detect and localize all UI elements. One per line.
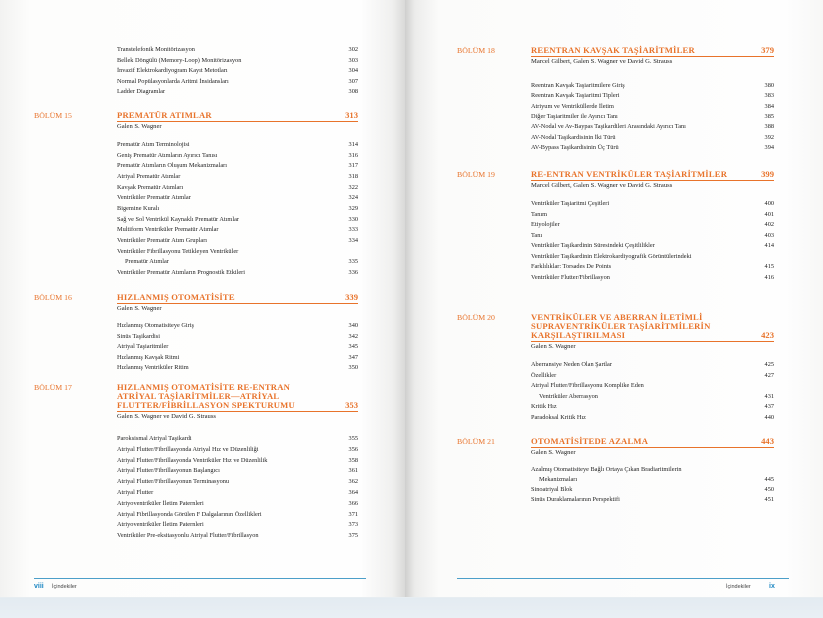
chapter-title: PREMATÜR ATIMLAR [117,110,212,120]
toc-page-number: 451 [764,496,774,504]
left-running-footer: İçindekiler [52,584,77,590]
toc-page-number: 308 [348,88,358,96]
left-footer-rule [34,578,366,579]
chapter-page-number: 353 [345,400,358,410]
toc-page-number: 401 [764,210,774,218]
toc-entry: Atriyal Flutter/Fibrillasyonun Başlangıcı [117,467,220,475]
toc-entry: Kritik Hız [531,403,557,411]
toc-entry: Atriyal Flutter [117,489,154,496]
chapter-title: FLUTTER/FİBRİLLASYON SPEKTURUMU [117,400,295,410]
toc-entry: Bellek Döngülü (Memory-Loop) Monitörizasyon [117,56,242,64]
toc-page-number: 388 [764,123,774,131]
toc-entry: Azalmış Otomatisiteye Bağlı Ortaya Çıkan Bradiaritmilerin [531,466,682,473]
toc-entry: Prematür Atım Terminolojisi [117,141,190,148]
toc-page-number: 358 [348,456,358,464]
toc-entry: Ventriküler Taşikardinin Elektrokardiyografik Görüntülerindeki [531,252,692,260]
chapter-title: ATRİYAL TAŞİARİTMİLER—ATRİYAL [117,391,280,401]
toc-page-number: 317 [348,162,358,170]
toc-entry: Normal Popülasyonlarda Aritmi İnsidansları [117,77,229,85]
toc-entry: Ventriküler Taşiaritmi Çeşitleri [531,200,610,207]
toc-entry: Atriyal Flutter/Fibrillasyonun Terminasyonu [117,478,230,486]
toc-page-number: 416 [764,273,774,281]
toc-entry: Hızlanmış Ventriküler Ritim [117,364,189,371]
toc-page-number: 373 [348,521,358,529]
toc-entry: Atriyoventriküler İletim Paternleri [117,499,204,507]
chapter-page-number: 423 [761,330,774,340]
toc-page-number: 333 [348,226,358,234]
toc-entry: Paradoksal Kritik Hız [531,414,586,421]
chapter-title-rule [531,447,774,448]
chapter-number: BÖLÜM 20 [457,313,495,322]
toc-page-number: 394 [764,143,774,151]
chapter-title-rule [117,303,358,304]
toc-entry: Atriyal Fibrillasyonda Görülen F Dalgalarının Özellikleri [117,510,262,518]
toc-entry: Ventriküler Aberrasyon [539,392,598,400]
toc-entry: Farklılıklar: Torsades De Points [531,263,612,271]
chapter-authors: Marcel Gilbert, Galen S. Wagner ve David G. Strauss [531,182,673,189]
toc-entry: Mekanizmaları [539,476,578,484]
toc-page-number: 329 [348,204,358,212]
chapter-title: HIZLANMIŞ OTOMATİSİTE [117,292,235,302]
toc-page-number: 425 [764,361,774,368]
toc-page-number: 356 [348,445,358,453]
chapter-number: BÖLÜM 19 [457,170,495,179]
toc-entry: Bigemine Kuralı [117,204,160,212]
toc-entry: Ventriküler Prematür Atımların Prognostik Etkileri [117,268,246,276]
chapter-number: BÖLÜM 16 [34,293,72,302]
toc-entry: Reentran Kavşak Taşiaritmi Tipleri [531,92,620,100]
right-page-number: ix [769,583,775,590]
toc-entry: Tanım [531,210,547,218]
toc-page-number: 414 [764,242,774,250]
toc-page-number: 384 [764,102,774,110]
toc-entry: Özellikler [531,371,557,379]
toc-entry: AV-Bypass Taşikardisinin Üç Türü [531,143,619,151]
toc-entry: Paroksismal Atriyal Taşikardi [117,435,192,442]
chapter-title-rule [117,121,358,122]
toc-page-number: 450 [764,486,774,494]
chapter-number: BÖLÜM 18 [457,46,495,55]
toc-page-number: 437 [764,403,774,411]
chapter-page-number: 379 [761,45,774,55]
toc-page-number: 324 [348,194,358,202]
toc-entry: Atriyal Taşiaritmiler [117,343,169,350]
toc-page-number: 362 [348,478,358,486]
toc-entry: Ladder Diagramlar [117,88,166,96]
toc-entry: AV-Nodal ve Av-Baypas Taşikardileri Arasındaki Ayırıcı Tanı [531,123,686,131]
toc-page-number: 400 [764,200,774,207]
chapter-page-number: 313 [345,110,358,120]
chapter-title: VENTRİKÜLER VE ABERRAN İLETİMLİ [531,312,703,322]
toc-page-number: 345 [348,343,358,350]
toc-entry: Atriyal Flutter/Fibrillasyonu Komplike Eden [531,382,644,390]
toc-page-number: 342 [348,332,358,340]
toc-page-number: 355 [348,435,358,442]
toc-entry: Ventriküler Prematür Atım Grupları [117,236,208,244]
toc-entry: Sinüs Taşikardisi [117,332,160,340]
toc-entry: Diğer Taşiaritmiler ile Ayırıcı Tanı [531,112,618,120]
toc-page-number: 364 [348,489,358,496]
toc-page-number: 431 [764,392,774,400]
right-running-footer: İçindekiler [726,584,751,590]
right-footer-rule [457,578,789,579]
toc-entry: Kavşak Prematür Atımları [117,183,184,191]
toc-page-number: 445 [764,476,774,484]
toc-entry: Ventriküler Fibrillasyonu Tetikleyen Ventriküler [117,247,239,255]
chapter-title-rule [117,411,358,412]
toc-page-number: 334 [348,236,358,244]
toc-page-number: 366 [348,499,358,507]
toc-page-number: 440 [764,414,774,421]
chapter-title: REENTRAN KAVŞAK TAŞİARİTMİLER [531,45,695,55]
toc-entry: İnvazif Elektrokardiyogram Kayıt Metotları [117,67,228,75]
toc-page-number: 336 [348,268,358,276]
toc-entry: Tanı [531,231,543,239]
chapter-authors: Galen S. Wagner [531,343,576,350]
chapter-authors: Galen S. Wagner [531,449,576,456]
chapter-title: OTOMATİSİTEDE AZALMA [531,436,649,446]
chapter-number: BÖLÜM 15 [34,111,72,120]
chapter-authors: Galen S. Wagner ve David G. Strauss [117,413,216,420]
left-page-number: viii [34,583,44,590]
toc-page-number: 304 [348,67,358,75]
toc-entry: Hızlanmış Kavşak Ritmi [117,353,180,361]
toc-page-number: 302 [348,46,358,53]
chapter-title-rule [531,180,774,181]
toc-page-number: 361 [348,467,358,475]
toc-page-number: 350 [348,364,358,371]
toc-entry: Ventriküler Taşikardinin Süresindeki Çeşitlilikler [531,242,655,250]
toc-entry: Transtelefonik Monitörizasyon [117,46,195,53]
toc-entry: Prematür Atımlar [125,258,169,266]
chapter-authors: Galen S. Wagner [117,123,162,130]
toc-page-number: 340 [348,322,358,329]
toc-entry: Atriyal Flutter/Fibrillasyonda Atriyal Hız ve Düzenliliği [117,445,259,453]
toc-page-number: 402 [764,221,774,229]
chapter-number: BÖLÜM 21 [457,437,495,446]
toc-entry: Geniş Prematür Atımların Ayırıcı Tanısı [117,151,218,159]
toc-entry: Sağ ve Sol Ventrikül Kaynaklı Prematür Atımlar [117,215,239,223]
toc-page-number: 375 [348,532,358,540]
toc-entry: Prematür Atımların Oluşum Mekanizmaları [117,162,227,170]
toc-entry: Etiyolojiler [531,221,560,229]
toc-entry: Atriyum ve Ventriküllerde İletim [531,102,614,110]
toc-page-number: 316 [348,151,358,159]
toc-entry: Ventriküler Flutter/Fibrillasyon [531,273,610,281]
toc-entry: Ventriküler Pre-eksitasyonlu Atriyal Flutter/Fibrillasyon [117,532,259,540]
toc-page-number: 307 [348,77,358,85]
chapter-title: RE-ENTRAN VENTRİKÜLER TAŞİARİTMİLER [531,169,728,179]
toc-entry: Aberransiye Neden Olan Şartlar [531,361,612,368]
toc-page-number: 385 [764,112,774,120]
toc-page-number: 335 [348,258,358,266]
toc-page-number: 371 [348,510,358,518]
toc-entry: Sinoatriyal Blok [531,486,573,494]
toc-entry: Atriyal Flutter/Fibrillasyonda Ventriküler Hız ve Düzenlilik [117,456,268,464]
chapter-title: KARŞILAŞTIRILMASI [531,330,626,340]
chapter-number: BÖLÜM 17 [34,383,72,392]
chapter-authors: Marcel Gilbert, Galen S. Wagner ve David G. Strauss [531,58,673,65]
chapter-authors: Galen S. Wagner [117,305,162,312]
toc-page-number: 380 [764,82,774,89]
toc-page-number: 318 [348,172,358,180]
toc-entry: Sinüs Duraklamalarının Perspektifi [531,496,620,504]
toc-entry: Multiform Ventriküler Prematür Atımlar [117,226,219,234]
chapter-page-number: 443 [761,436,774,446]
chapter-title: SUPRAVENTRİKÜLER TAŞİARİTMİLERİN [531,321,711,331]
toc-page-number: 330 [348,215,358,223]
toc-page-number: 383 [764,92,774,100]
toc-page-number: 427 [764,371,774,379]
toc-entry: Atriyal Prematür Atımlar [117,172,181,180]
toc-page-number: 347 [348,353,358,361]
chapter-title: HIZLANMIŞ OTOMATİSİTE RE-ENTRAN [117,382,291,392]
toc-page-number: 403 [764,231,774,239]
chapter-page-number: 339 [345,292,358,302]
toc-entry: Reentran Kavşak Taşiaritmilere Giriş [531,82,625,89]
chapter-title-rule [531,56,774,57]
toc-entry: AV-Nodal Taşikardisinin İki Türü [531,133,616,141]
toc-page-number: 392 [764,133,774,141]
toc-page-number: 303 [348,56,358,64]
chapter-title-rule [531,341,774,342]
chapter-page-number: 399 [761,169,774,179]
toc-page-number: 415 [764,263,774,271]
toc-entry: Hızlanmış Otomatisiteye Giriş [117,322,194,329]
toc-entry: Ventriküler Prematür Atımlar [117,194,191,202]
toc-page-number: 314 [348,141,358,148]
toc-page-number: 322 [348,183,358,191]
toc-entry: Atriyoventriküler İletim Paternleri [117,521,204,529]
